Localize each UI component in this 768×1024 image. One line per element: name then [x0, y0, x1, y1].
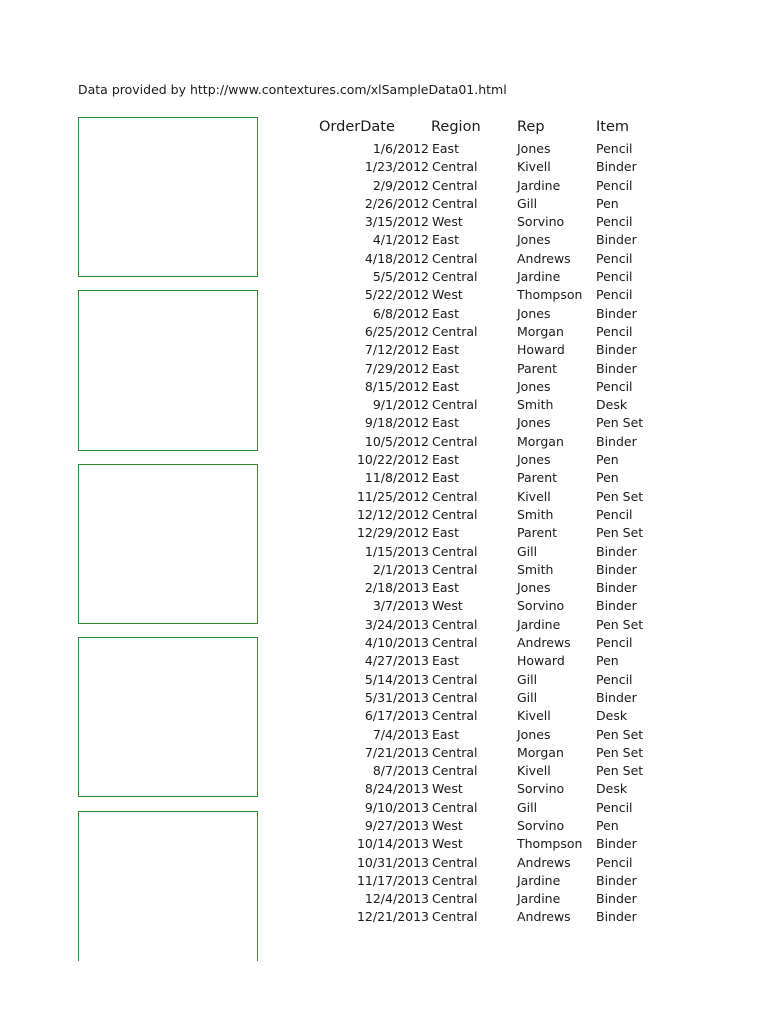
table-row — [0, 652, 768, 670]
cell-order-date: 6/17/2013 — [364, 708, 429, 724]
cell-rep: Morgan — [517, 323, 564, 339]
cell-order-date: 6/25/2012 — [364, 323, 429, 339]
table-row — [0, 323, 768, 341]
cell-rep: Sorvino — [517, 214, 565, 230]
cell-order-date: 8/7/2013 — [372, 763, 429, 779]
cell-rep: Gill — [517, 689, 538, 705]
cell-order-date: 5/5/2012 — [372, 269, 429, 285]
cell-item: Pencil — [596, 378, 633, 394]
cell-rep: Gill — [517, 671, 538, 687]
header-item: Item — [596, 119, 630, 135]
table-row — [0, 158, 768, 176]
cell-order-date: 5/22/2012 — [364, 287, 429, 303]
cell-order-date: 12/12/2012 — [356, 506, 429, 522]
table-row — [0, 726, 768, 744]
cell-region: Central — [432, 671, 478, 687]
cell-item: Binder — [596, 232, 637, 248]
cell-order-date: 10/22/2012 — [356, 452, 429, 468]
cell-region: Central — [432, 269, 478, 285]
order-table-body — [0, 140, 768, 927]
cell-order-date: 9/1/2012 — [372, 397, 429, 413]
cell-rep: Morgan — [517, 433, 564, 449]
cell-region: Central — [432, 909, 478, 925]
table-row — [0, 469, 768, 487]
cell-rep: Sorvino — [517, 781, 565, 797]
cell-order-date: 7/12/2012 — [364, 342, 429, 358]
cell-region: Central — [432, 635, 478, 651]
table-row — [0, 908, 768, 926]
cell-region: Central — [432, 744, 478, 760]
table-row — [0, 213, 768, 231]
table-row — [0, 268, 768, 286]
table-row — [0, 744, 768, 762]
table-row — [0, 506, 768, 524]
cell-rep: Parent — [517, 470, 558, 486]
cell-region: Central — [432, 543, 478, 559]
cell-item: Pencil — [596, 214, 633, 230]
cell-order-date: 11/17/2013 — [356, 872, 429, 888]
cell-item: Pencil — [596, 323, 633, 339]
table-row — [0, 561, 768, 579]
cell-region: Central — [432, 159, 478, 175]
cell-rep: Andrews — [517, 250, 571, 266]
cell-region: East — [432, 378, 459, 394]
cell-order-date: 4/10/2013 — [364, 635, 429, 651]
table-row — [0, 433, 768, 451]
cell-order-date: 10/5/2012 — [364, 433, 429, 449]
table-row — [0, 140, 768, 158]
cell-item: Binder — [596, 580, 637, 596]
cell-rep: Andrews — [517, 635, 571, 651]
table-row — [0, 488, 768, 506]
cell-region: Central — [432, 891, 478, 907]
cell-item: Pen Set — [596, 488, 644, 504]
cell-region: East — [432, 470, 459, 486]
cell-region: East — [432, 580, 459, 596]
cell-rep: Jardine — [517, 891, 561, 907]
cell-rep: Howard — [517, 342, 565, 358]
cell-rep: Gill — [517, 543, 538, 559]
table-row — [0, 762, 768, 780]
cell-rep: Jones — [517, 232, 551, 248]
cell-rep: Jardine — [517, 616, 561, 632]
cell-order-date: 10/31/2013 — [356, 854, 429, 870]
cell-rep: Gill — [517, 799, 538, 815]
cell-rep: Kivell — [517, 708, 551, 724]
cell-item: Binder — [596, 836, 637, 852]
cell-item: Binder — [596, 598, 637, 614]
cell-rep: Gill — [517, 195, 538, 211]
cell-item: Pencil — [596, 799, 633, 815]
cell-order-date: 3/7/2013 — [372, 598, 429, 614]
cell-rep: Jones — [517, 378, 551, 394]
cell-item: Pencil — [596, 177, 633, 193]
cell-rep: Howard — [517, 653, 565, 669]
cell-order-date: 12/4/2013 — [364, 891, 429, 907]
table-row — [0, 177, 768, 195]
table-row — [0, 597, 768, 615]
cell-rep: Sorvino — [517, 598, 565, 614]
cell-item: Pen Set — [596, 726, 644, 742]
cell-rep: Jones — [517, 305, 551, 321]
cell-rep: Smith — [517, 397, 554, 413]
cell-item: Binder — [596, 561, 637, 577]
cell-region: Central — [432, 195, 478, 211]
cell-region: Central — [432, 488, 478, 504]
cell-region: West — [432, 781, 463, 797]
cell-item: Binder — [596, 342, 637, 358]
table-row — [0, 524, 768, 542]
table-row — [0, 707, 768, 725]
cell-rep: Sorvino — [517, 817, 565, 833]
cell-region: West — [432, 836, 463, 852]
cell-item: Pencil — [596, 854, 633, 870]
cell-rep: Jardine — [517, 872, 561, 888]
cell-rep: Andrews — [517, 854, 571, 870]
cell-region: West — [432, 598, 463, 614]
table-row — [0, 835, 768, 853]
cell-region: East — [432, 232, 459, 248]
cell-item: Pencil — [596, 635, 633, 651]
cell-item: Binder — [596, 872, 637, 888]
cell-order-date: 2/9/2012 — [372, 177, 429, 193]
cell-region: West — [432, 817, 463, 833]
cell-region: East — [432, 360, 459, 376]
cell-order-date: 7/4/2013 — [372, 726, 429, 742]
header-order-date: OrderDate — [319, 119, 395, 135]
cell-region: East — [432, 342, 459, 358]
cell-order-date: 2/1/2013 — [372, 561, 429, 577]
cell-item: Binder — [596, 689, 637, 705]
cell-order-date: 9/27/2013 — [364, 817, 429, 833]
cell-region: Central — [432, 799, 478, 815]
table-row — [0, 451, 768, 469]
cell-region: West — [432, 214, 463, 230]
cell-rep: Parent — [517, 525, 558, 541]
cell-rep: Jones — [517, 141, 551, 156]
table-row — [0, 396, 768, 414]
header-region: Region — [431, 119, 481, 135]
table-row — [0, 250, 768, 268]
cell-rep: Smith — [517, 561, 554, 577]
cell-region: Central — [432, 323, 478, 339]
cell-region: Central — [432, 506, 478, 522]
cell-order-date: 12/29/2012 — [356, 525, 429, 541]
table-row — [0, 854, 768, 872]
cell-rep: Jones — [517, 580, 551, 596]
cell-rep: Smith — [517, 506, 554, 522]
cell-order-date: 3/15/2012 — [364, 214, 429, 230]
cell-region: East — [432, 452, 459, 468]
cell-item: Pen Set — [596, 744, 644, 760]
cell-region: Central — [432, 854, 478, 870]
cell-item: Binder — [596, 891, 637, 907]
table-row — [0, 414, 768, 432]
table-row — [0, 360, 768, 378]
cell-rep: Kivell — [517, 763, 551, 779]
cell-item: Pen — [596, 452, 619, 468]
cell-region: Central — [432, 763, 478, 779]
table-row — [0, 579, 768, 597]
cell-item: Pen — [596, 817, 619, 833]
cell-order-date: 7/21/2013 — [364, 744, 429, 760]
cell-item: Binder — [596, 159, 637, 175]
table-row — [0, 543, 768, 561]
cell-item: Pen Set — [596, 525, 644, 541]
cell-region: Central — [432, 561, 478, 577]
cell-region: Central — [432, 872, 478, 888]
cell-region: East — [432, 525, 459, 541]
cell-order-date: 4/27/2013 — [364, 653, 429, 669]
cell-order-date: 3/24/2013 — [364, 616, 429, 632]
cell-rep: Jones — [517, 452, 551, 468]
cell-order-date: 5/31/2013 — [364, 689, 429, 705]
table-row — [0, 780, 768, 798]
cell-region: Central — [432, 397, 478, 413]
cell-item: Pencil — [596, 269, 633, 285]
cell-order-date: 8/24/2013 — [364, 781, 429, 797]
cell-rep: Morgan — [517, 744, 564, 760]
cell-region: East — [432, 726, 459, 742]
cell-order-date: 9/18/2012 — [364, 415, 429, 431]
table-row — [0, 817, 768, 835]
cell-item: Pen Set — [596, 616, 644, 632]
cell-rep: Kivell — [517, 488, 551, 504]
cell-region: Central — [432, 177, 478, 193]
table-row — [0, 890, 768, 908]
cell-order-date: 7/29/2012 — [364, 360, 429, 376]
cell-item: Desk — [596, 397, 628, 413]
cell-item: Pen — [596, 470, 619, 486]
cell-region: Central — [432, 616, 478, 632]
table-row — [0, 872, 768, 890]
cell-rep: Jones — [517, 726, 551, 742]
cell-order-date: 4/1/2012 — [372, 232, 429, 248]
table-row — [0, 286, 768, 304]
cell-region: East — [432, 141, 459, 156]
cell-item: Binder — [596, 433, 637, 449]
cell-order-date: 11/8/2012 — [364, 470, 429, 486]
cell-item: Desk — [596, 781, 628, 797]
cell-order-date: 1/15/2013 — [364, 543, 429, 559]
cell-region: Central — [432, 708, 478, 724]
cell-rep: Jones — [517, 415, 551, 431]
cell-item: Pencil — [596, 141, 633, 156]
cell-region: East — [432, 653, 459, 669]
table-row — [0, 378, 768, 396]
cell-item: Binder — [596, 909, 637, 925]
table-row — [0, 634, 768, 652]
table-row — [0, 195, 768, 213]
cell-region: East — [432, 305, 459, 321]
table-row — [0, 231, 768, 249]
cell-region: Central — [432, 689, 478, 705]
cell-region: Central — [432, 250, 478, 266]
table-row — [0, 671, 768, 689]
cell-item: Pencil — [596, 250, 633, 266]
cell-item: Pencil — [596, 506, 633, 522]
cell-order-date: 12/21/2013 — [356, 909, 429, 925]
cell-order-date: 8/15/2012 — [364, 378, 429, 394]
cell-region: West — [432, 287, 463, 303]
cell-item: Pen — [596, 653, 619, 669]
cell-rep: Kivell — [517, 159, 551, 175]
table-row — [0, 799, 768, 817]
cell-order-date: 11/25/2012 — [356, 488, 429, 504]
cell-item: Desk — [596, 708, 628, 724]
cell-rep: Jardine — [517, 269, 561, 285]
cell-order-date: 4/18/2012 — [364, 250, 429, 266]
cell-item: Pen — [596, 195, 619, 211]
table-row — [0, 616, 768, 634]
cell-item: Pencil — [596, 671, 633, 687]
cell-rep: Thompson — [517, 836, 583, 852]
cell-region: Central — [432, 433, 478, 449]
cell-order-date: 6/8/2012 — [372, 305, 429, 321]
cell-order-date: 5/14/2013 — [364, 671, 429, 687]
cell-order-date: 2/26/2012 — [364, 195, 429, 211]
cell-item: Binder — [596, 305, 637, 321]
cell-item: Binder — [596, 360, 637, 376]
cell-order-date: 1/23/2012 — [364, 159, 429, 175]
cell-order-date: 10/14/2013 — [356, 836, 429, 852]
cell-region: East — [432, 415, 459, 431]
cell-item: Pen Set — [596, 415, 644, 431]
table-row — [0, 341, 768, 359]
cell-item: Pencil — [596, 287, 633, 303]
cell-order-date: 9/10/2013 — [364, 799, 429, 815]
cell-order-date: 1/6/2012 — [372, 141, 429, 156]
cell-order-date: 2/18/2013 — [364, 580, 429, 596]
cell-rep: Parent — [517, 360, 558, 376]
data-source-note: Data provided by http://www.contextures.com/xlSampleData01.html — [78, 82, 507, 97]
cell-rep: Thompson — [517, 287, 583, 303]
cell-item: Pen Set — [596, 763, 644, 779]
header-rep: Rep — [517, 119, 545, 135]
table-row — [0, 305, 768, 323]
table-row — [0, 689, 768, 707]
cell-rep: Andrews — [517, 909, 571, 925]
cell-item: Binder — [596, 543, 637, 559]
cell-rep: Jardine — [517, 177, 561, 193]
